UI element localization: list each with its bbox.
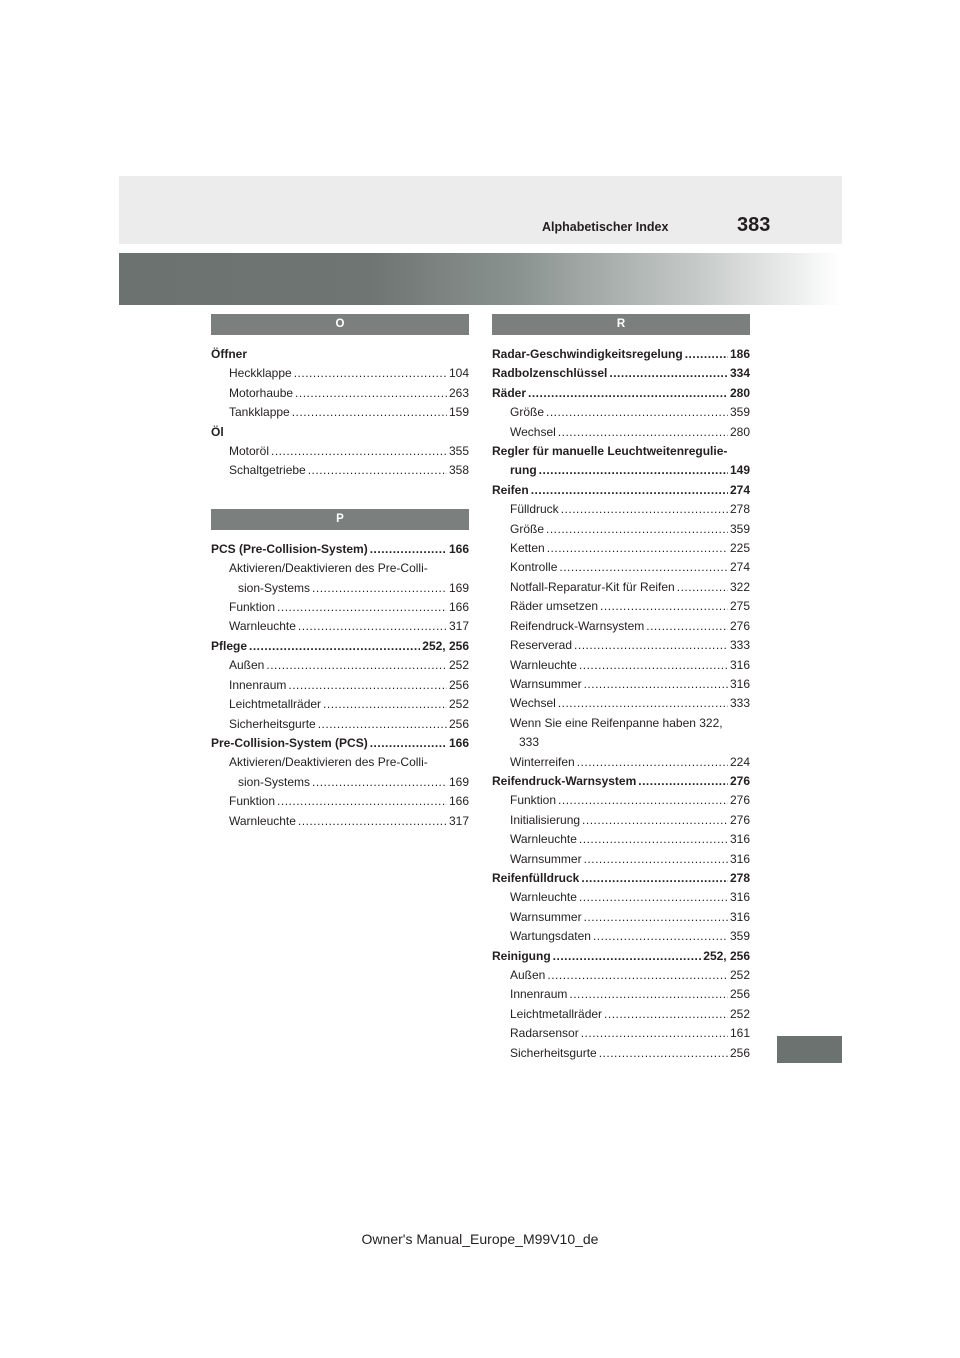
entry-page-ref: 224: [729, 754, 750, 769]
dot-leader: [558, 694, 728, 713]
entry-page-ref: 359: [729, 929, 750, 944]
index-sub-entry: [211, 676, 469, 695]
dot-leader: [600, 597, 728, 616]
letter-heading: O: [211, 314, 469, 335]
index-main-entry: [492, 772, 750, 791]
entry-page-ref: 334: [729, 366, 750, 381]
entry-page-ref: 166: [448, 735, 469, 750]
entry-page-ref: 276: [729, 793, 750, 808]
entry-label: Innenraum: [229, 677, 287, 692]
index-sub-entry: [492, 1044, 750, 1063]
entry-page-ref: 316: [729, 676, 750, 691]
header-gradient-bar: [119, 253, 842, 305]
dot-leader: [581, 1024, 728, 1043]
entry-label: Öffner: [211, 347, 247, 361]
index-sub-entry: [211, 364, 469, 383]
entry-label: Warnsummer: [510, 909, 582, 924]
entry-label: Reifen: [492, 482, 529, 497]
index-main-entry: [492, 384, 750, 403]
section-spacer: [211, 481, 469, 509]
entry-page-ref: 317: [448, 619, 469, 634]
dot-leader: [553, 947, 702, 966]
dot-leader: [277, 598, 447, 617]
index-sub-entry: [211, 461, 469, 480]
index-sub-entry: [492, 888, 750, 907]
entry-label: Heckklappe: [229, 366, 292, 381]
entry-label: Außen: [510, 968, 546, 982]
dot-leader: [561, 500, 728, 519]
entry-page-ref: 256: [729, 987, 750, 1002]
entry-page-ref: 322: [729, 579, 750, 594]
entry-page-ref: 358: [448, 463, 469, 478]
entry-label: Reinigung: [492, 948, 551, 963]
entry-label: Öl: [211, 424, 224, 439]
entry-label: Warnleuchte: [510, 657, 577, 672]
index-sub-entry: [211, 753, 469, 772]
entry-label: Regler für manuelle Leuchtweitenregulie-: [492, 444, 728, 459]
index-main-entry: [211, 637, 469, 656]
index-sub-entry: [492, 675, 750, 694]
index-sub-entry: [492, 423, 750, 442]
entry-page-ref: 225: [729, 541, 750, 556]
entry-label: Winterreifen: [510, 754, 575, 769]
dot-leader: [584, 908, 728, 927]
entry-label: Ketten: [510, 541, 545, 556]
entry-page-ref: 359: [729, 521, 750, 536]
entry-page-ref: 317: [448, 813, 469, 828]
entry-label: Pflege: [211, 638, 248, 653]
entry-page-ref: 280: [729, 385, 750, 400]
entry-label: Schaltgetriebe: [229, 463, 306, 478]
index-sub-entry: [211, 812, 469, 831]
dot-leader: [292, 403, 447, 422]
dot-leader: [582, 811, 728, 830]
entry-label: Warnleuchte: [229, 813, 296, 828]
entry-label: Warnleuchte: [510, 832, 577, 847]
dot-leader: [266, 656, 447, 675]
index-main-entry: [492, 869, 750, 888]
entry-label: Pre-Collision-System (PCS): [211, 735, 368, 750]
dot-leader: [558, 791, 728, 810]
entry-label: Wartungsdaten: [510, 929, 591, 944]
index-sub-entry: [211, 773, 469, 792]
entry-page-ref: 280: [729, 424, 750, 439]
entry-page-ref: 159: [448, 405, 469, 420]
entry-label: Aktivieren/Deaktivieren des Pre-Colli-: [229, 561, 428, 576]
index-main-entry: [492, 345, 750, 364]
entry-page-ref: 252, 256: [422, 638, 469, 653]
chapter-tab: [777, 1036, 842, 1063]
index-sub-entry: [492, 694, 750, 713]
index-sub-entry: [492, 753, 750, 772]
entry-label: Sicherheitsgurte: [229, 716, 316, 731]
dot-leader: [298, 812, 447, 831]
dot-leader: [547, 966, 728, 985]
dot-leader: [298, 617, 447, 636]
entry-page-ref: 276: [729, 773, 750, 788]
entry-label: Funktion: [229, 794, 276, 809]
entry-label: Warnsummer: [510, 676, 582, 691]
index-main-entry: [492, 461, 750, 480]
entry-label: Warnleuchte: [229, 619, 296, 634]
dot-leader: [579, 656, 728, 675]
entry-label: Initialisierung: [510, 812, 581, 827]
index-sub-entry: [492, 811, 750, 830]
index-sub-entry: [211, 598, 469, 617]
entry-page-ref: 252, 256: [703, 948, 750, 963]
index-sub-entry: [492, 500, 750, 519]
index-main-entry: [211, 540, 469, 559]
dot-leader: [312, 579, 447, 598]
entry-page-ref: 316: [729, 851, 750, 866]
dot-leader: [531, 481, 728, 500]
entry-label: Größe: [510, 405, 545, 420]
index-sub-entry: [211, 715, 469, 734]
entry-page-ref: 104: [448, 366, 469, 381]
entry-page-ref: 166: [448, 600, 469, 615]
entry-label: Reserverad: [510, 638, 573, 653]
entry-label: Leichtmetallräder: [510, 1006, 603, 1021]
index-sub-entry: [211, 656, 469, 675]
entry-label: Außen: [229, 658, 265, 673]
entry-page-ref: 355: [448, 444, 469, 459]
index-main-entry: [211, 734, 469, 753]
entry-label: Tankklappe: [229, 405, 290, 420]
entry-page-ref: 333: [729, 638, 750, 653]
entry-page-ref: 316: [729, 657, 750, 672]
entry-page-ref: 263: [448, 385, 469, 400]
index-sub-entry: [492, 617, 750, 636]
dot-leader: [569, 985, 728, 1004]
entry-label: sion-Systems: [238, 580, 311, 595]
dot-leader: [638, 772, 728, 791]
index-sub-entry: [492, 1005, 750, 1024]
entry-label: Innenraum: [510, 987, 568, 1002]
dot-leader: [546, 403, 728, 422]
entry-page-ref: 359: [729, 405, 750, 420]
entry-page-ref: 275: [729, 599, 750, 614]
entry-label: Räder umsetzen: [510, 599, 599, 614]
index-sub-entry: [492, 1024, 750, 1043]
entry-label: Notfall-Reparatur-Kit für Reifen: [510, 579, 675, 594]
dot-leader: [318, 715, 447, 734]
dot-leader: [604, 1005, 728, 1024]
dot-leader: [558, 423, 728, 442]
index-entry-list: [211, 345, 469, 481]
entry-label: Warnsummer: [510, 851, 582, 866]
entry-label: Kontrolle: [510, 560, 558, 575]
entry-label: Größe: [510, 521, 545, 536]
dot-leader: [547, 539, 728, 558]
entry-label: Reifendruck-Warnsystem: [492, 773, 637, 788]
entry-label: Warnleuchte: [510, 890, 577, 905]
dot-leader: [323, 695, 447, 714]
dot-leader: [277, 792, 447, 811]
entry-label: Motorhaube: [229, 385, 294, 400]
entry-page-ref: 333: [729, 696, 750, 711]
dot-leader: [579, 888, 728, 907]
dot-leader: [370, 734, 447, 753]
entry-label: Funktion: [510, 793, 557, 808]
entry-label: sion-Systems: [238, 774, 311, 789]
dot-leader: [577, 753, 728, 772]
entry-page-ref: 276: [729, 618, 750, 633]
index-column-right: [492, 314, 750, 1063]
entry-page-ref: 166: [448, 794, 469, 809]
index-main-entry: [211, 345, 469, 364]
entry-page-ref: 252: [729, 968, 750, 982]
entry-page-ref: 169: [448, 580, 469, 595]
entry-label: PCS (Pre-Collision-System): [211, 541, 368, 556]
entry-page-ref: 149: [729, 463, 750, 478]
letter-heading: P: [211, 509, 469, 530]
index-sub-entry: [492, 714, 750, 733]
index-sub-entry: [492, 985, 750, 1004]
index-sub-entry: [492, 966, 750, 985]
entry-page-ref: 166: [448, 541, 469, 556]
entry-page-ref: 278: [729, 502, 750, 517]
entry-label: Wechsel: [510, 696, 556, 711]
dot-leader: [546, 520, 728, 539]
dot-leader: [685, 345, 728, 364]
dot-leader: [646, 617, 728, 636]
entry-page-ref: 256: [729, 1045, 750, 1060]
index-sub-entry: [211, 442, 469, 461]
index-sub-entry: [492, 597, 750, 616]
index-sub-entry: [492, 656, 750, 675]
entry-label: Sicherheitsgurte: [510, 1045, 597, 1060]
dot-leader: [584, 675, 728, 694]
index-sub-entry: [211, 617, 469, 636]
dot-leader: [308, 461, 447, 480]
index-main-entry: [211, 423, 469, 442]
dot-leader: [677, 578, 728, 597]
index-sub-entry: [492, 520, 750, 539]
entry-label: Reifendruck-Warnsystem: [510, 618, 645, 633]
page-number: 383: [737, 214, 771, 236]
index-sub-entry: [211, 792, 469, 811]
entry-page-ref: 252: [729, 1006, 750, 1021]
dot-leader: [581, 869, 728, 888]
dot-leader: [528, 384, 728, 403]
entry-label: Radar-Geschwindigkeitsregelung: [492, 347, 683, 361]
index-entry-list: [211, 540, 469, 831]
dot-leader: [593, 927, 728, 946]
dot-leader: [271, 442, 447, 461]
entry-label: Reifenfülldruck: [492, 870, 580, 885]
index-sub-entry: [492, 791, 750, 810]
index-sub-entry: [492, 927, 750, 946]
entry-label: Funktion: [229, 600, 276, 615]
footer-text: Owner's Manual_Europe_M99V10_de: [361, 1231, 599, 1247]
index-sub-entry: [492, 908, 750, 927]
index-sub-entry: [492, 558, 750, 577]
dot-leader: [370, 540, 447, 559]
index-entry-list: [492, 345, 750, 1063]
entry-label: Fülldruck: [510, 502, 559, 517]
index-sub-entry: [211, 579, 469, 598]
index-sub-entry: [492, 733, 750, 752]
entry-page-ref: 274: [729, 560, 750, 575]
index-sub-entry: [211, 559, 469, 578]
section-title: Alphabetischer Index: [542, 220, 669, 234]
index-column-left: [211, 314, 469, 831]
index-sub-entry: [492, 403, 750, 422]
entry-page-ref: 252: [448, 697, 469, 712]
entry-label: Aktivieren/Deaktivieren des Pre-Colli-: [229, 755, 428, 770]
dot-leader: [294, 364, 447, 383]
dot-leader: [584, 850, 728, 869]
header-band: [119, 176, 842, 244]
index-main-entry: [492, 364, 750, 383]
entry-page-ref: 316: [729, 832, 750, 847]
dot-leader: [288, 676, 447, 695]
entry-page-ref: 169: [448, 774, 469, 789]
entry-label: 333: [519, 735, 540, 750]
dot-leader: [559, 558, 728, 577]
dot-leader: [539, 461, 728, 480]
entry-label: Radbolzenschlüssel: [492, 366, 608, 381]
entry-page-ref: 316: [729, 890, 750, 905]
index-sub-entry: [492, 578, 750, 597]
dot-leader: [599, 1044, 728, 1063]
entry-page-ref: 316: [729, 909, 750, 924]
dot-leader: [312, 773, 447, 792]
entry-page-ref: 276: [729, 812, 750, 827]
entry-label: Wenn Sie eine Reifenpanne haben 322,: [510, 715, 723, 730]
dot-leader: [295, 384, 447, 403]
entry-label: Leichtmetallräder: [229, 697, 322, 712]
index-sub-entry: [492, 539, 750, 558]
dot-leader: [609, 364, 728, 383]
index-sub-entry: [492, 830, 750, 849]
entry-page-ref: 278: [729, 870, 750, 885]
entry-page-ref: 256: [448, 677, 469, 692]
dot-leader: [579, 830, 728, 849]
entry-page-ref: 252: [448, 658, 469, 673]
entry-label: Wechsel: [510, 424, 556, 439]
index-main-entry: [492, 481, 750, 500]
index-sub-entry: [211, 695, 469, 714]
entry-page-ref: 256: [448, 716, 469, 731]
index-main-entry: [492, 442, 750, 461]
index-sub-entry: [211, 403, 469, 422]
entry-label: Motoröl: [229, 444, 270, 459]
entry-page-ref: 274: [729, 482, 750, 497]
index-sub-entry: [211, 384, 469, 403]
index-main-entry: [492, 947, 750, 966]
dot-leader: [249, 637, 420, 656]
index-sub-entry: [492, 850, 750, 869]
index-sub-entry: [492, 636, 750, 655]
entry-page-ref: 161: [729, 1026, 750, 1041]
entry-label: Radarsensor: [510, 1026, 579, 1041]
entry-label: Räder: [492, 385, 527, 400]
entry-label: rung: [510, 463, 537, 478]
dot-leader: [574, 636, 728, 655]
letter-heading: R: [492, 314, 750, 335]
entry-page-ref: 186: [729, 347, 750, 361]
